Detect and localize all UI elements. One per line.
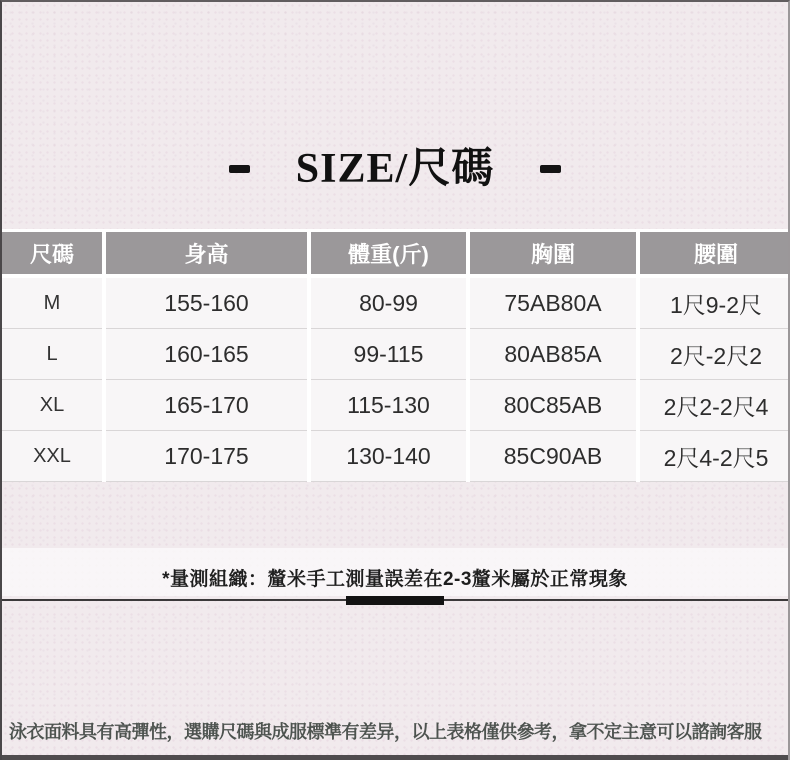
- page-title-row: [2, 144, 788, 194]
- table-cell-weight: 99-115: [311, 329, 466, 380]
- size-table-header-bust: 胸圍: [470, 232, 636, 274]
- table-cell-weight: 115-130: [311, 380, 466, 431]
- table-cell-waist: 1尺9-2尺: [640, 278, 790, 329]
- size-table-header-size: 尺碼: [2, 232, 102, 274]
- divider-notch: [346, 596, 444, 605]
- table-cell-bust: 80AB85A: [470, 329, 636, 380]
- table-cell-bust: 80C85AB: [470, 380, 636, 431]
- bottom-border-bar: [2, 755, 788, 760]
- page-title: SIZE/尺碼: [295, 146, 495, 192]
- section-divider: [2, 596, 788, 605]
- table-cell-size: M: [2, 278, 102, 329]
- table-cell-size: XXL: [2, 431, 102, 482]
- table-cell-height: 170-175: [106, 431, 307, 482]
- measurement-note: *量測組織：釐米手工測量誤差在2-3釐米屬於正常現象: [162, 569, 628, 590]
- table-cell-size: L: [2, 329, 102, 380]
- size-table: [2, 229, 790, 482]
- table-cell-weight: 130-140: [311, 431, 466, 482]
- footer-disclaimer: 泳衣面料具有高彈性，選購尺碼與成服標準有差异，以上表格僅供參考，拿不定主意可以諮詢客服: [9, 722, 762, 742]
- table-cell-bust: 75AB80A: [470, 278, 636, 329]
- table-cell-size: XL: [2, 380, 102, 431]
- table-cell-weight: 80-99: [311, 278, 466, 329]
- table-cell-waist: 2尺4-2尺5: [640, 431, 790, 482]
- title-dash-left: [229, 165, 250, 173]
- table-cell-waist: 2尺-2尺2: [640, 329, 790, 380]
- title-dash-right: [540, 165, 561, 173]
- table-cell-height: 165-170: [106, 380, 307, 431]
- size-table-header-waist: 腰圍: [640, 232, 790, 274]
- table-cell-waist: 2尺2-2尺4: [640, 380, 790, 431]
- size-table-header-height: 身高: [106, 232, 307, 274]
- table-cell-height: 160-165: [106, 329, 307, 380]
- table-cell-height: 155-160: [106, 278, 307, 329]
- table-cell-bust: 85C90AB: [470, 431, 636, 482]
- size-table-header-weight: 體重(斤): [311, 232, 466, 274]
